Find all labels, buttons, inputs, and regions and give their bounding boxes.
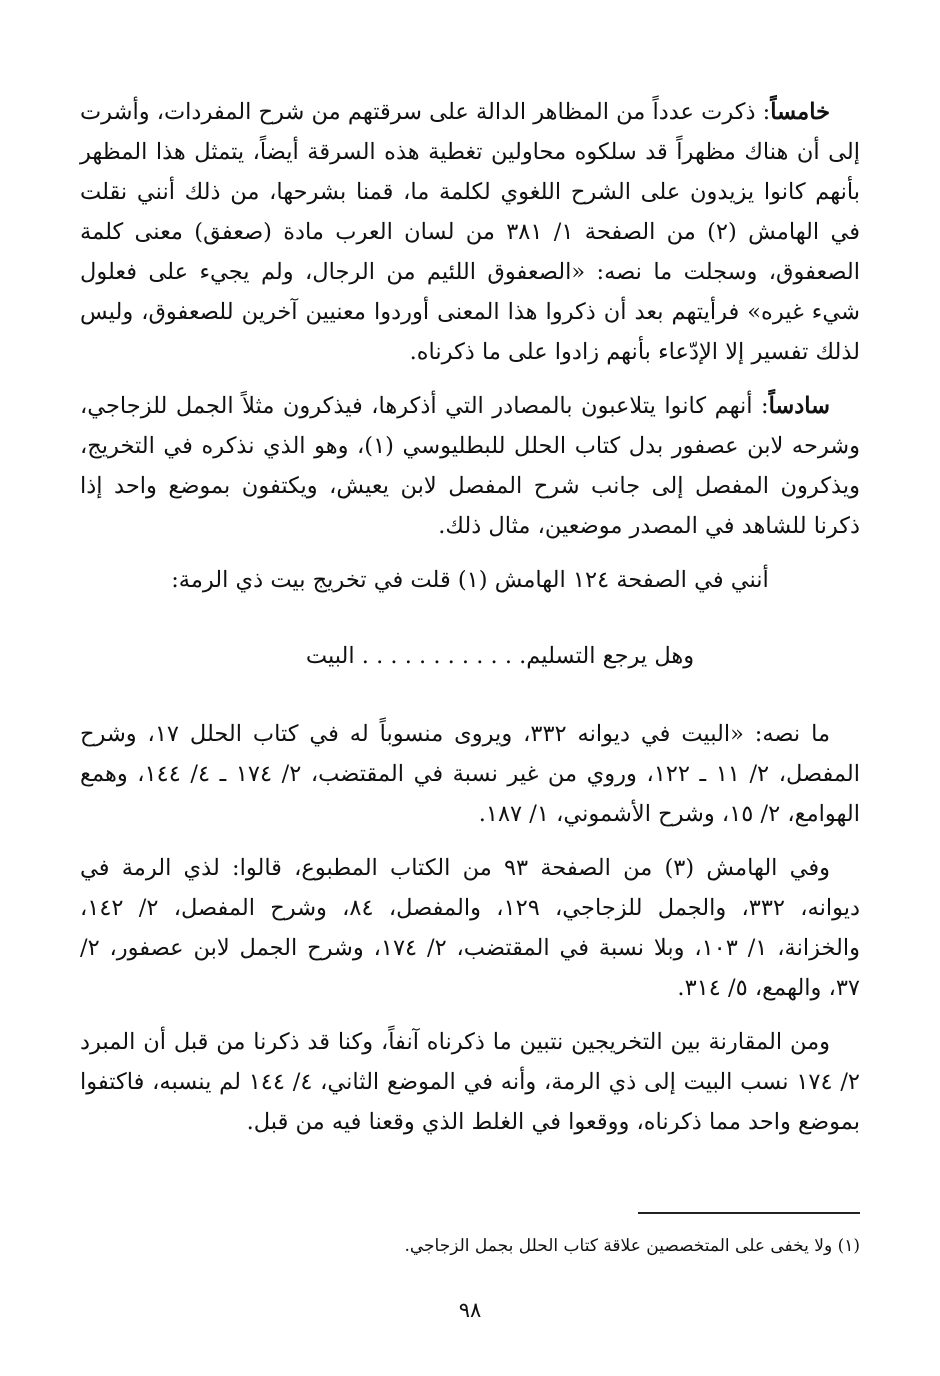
page-body [80, 92, 860, 1156]
paragraph-lead-fifth: خامساً [770, 99, 830, 125]
page-number: ٩٨ [458, 1298, 482, 1322]
verse-line: وهل يرجع التسليم. . . . . . . . . . . . البيت [305, 643, 695, 669]
paragraph-fifth [80, 92, 860, 372]
paragraph-quoted-footnote: ما نصه: «البيت في ديوانه ٣٣٢، ويروى منسوباً له في كتاب الحلل ١٧، وشرح المفصل، ٢/ ١١ ـ ١٢٢، وروي من غير نسبة في المقتضب، ٢/ ١٧٤ ـ ٤/ ١٤٤، وهمع الهوامع، ٢/ ١٥، وشرح الأشموني، ١/ ١٨٧. [80, 721, 860, 827]
paragraph-lead-sixth: سادساً [768, 393, 830, 419]
paragraph-printed-footnote: وفي الهامش (٣) من الصفحة ٩٣ من الكتاب المطبوع، قالوا: لذي الرمة في ديوانه، ٣٣٢، والجمل للزجاجي، ١٢٩، والمفصل، ٨٤، وشرح المفصل، ٢/ ١٤٢، والخزانة، ١/ ١٠٣، وبلا نسبة في المقتضب، ٢/ ١٧٤، وشرح الجمل لابن عصفور، ٢/ ٣٧، والهمع، ٥/ ٣١٤. [80, 855, 861, 1001]
paragraph-example-intro: أنني في الصفحة ١٢٤ الهامش (١) قلت في تخريج بيت ذي الرمة: [171, 567, 769, 593]
paragraph-text-sixth: : أنهم كانوا يتلاعبون بالمصادر التي أذكرها، فيذكرون مثلاً الجمل للزجاجي، وشرحه لابن عصفور بدل كتاب الحلل للبطليوسي (١)، وهو الذي نذكره في التخريج، ويذكرون المفصل إلى جانب شرح المفصل لابن يعيش، ويكتفون بموضع واحد إذا ذكرنا للشاهد في المصدر موضعين، مثال ذلك. [80, 393, 861, 539]
footnote: (١) ولا يخفى على المتخصصين علاقة كتاب الحلل بجمل الزجاجي. [404, 1236, 860, 1256]
footnote-divider [638, 1212, 860, 1214]
paragraph-comparison: ومن المقارنة بين التخريجين نتبين ما ذكرناه آنفاً، وكنا قد ذكرنا من قبل أن المبرد ٢/ ١٧٤ نسب البيت إلى ذي الرمة، وأنه في الموضع الثاني، ٤/ ١٤٤ لم ينسبه، فاكتفوا بموضع واحد مما ذكرناه، ووقعوا في الغلط الذي وقعنا فيه من قبل. [80, 1029, 861, 1135]
paragraph-text-fifth: : ذكرت عدداً من المظاهر الدالة على سرقتهم من شرح المفردات، وأشرت إلى أن هناك مظهراً قد سلكوه محاولين تغطية هذه السرقة أيضاً، يتمثل هذا المظهر بأنهم كانوا يزيدون على الشرح اللغوي لكلمة ما، قمنا بشرحها، من ذلك أنني نقلت في الهامش (٢) من الصفحة ١/ ٣٨١ من لسان العرب مادة (صعفق) معنى كلمة الصعفوق، وسجلت ما نصه: «الصعفوق اللئيم من الرجال، ولم يجيء على فعلول شيء غيره» فرأيتهم بعد أن ذكروا هذا المعنى أوردوا معنيين آخرين للصعفوق، وليس لذلك تفسير إلا الإدّعاء بأنهم زادوا على ما ذكرناه. [80, 99, 860, 365]
paragraph-sixth [80, 386, 860, 546]
